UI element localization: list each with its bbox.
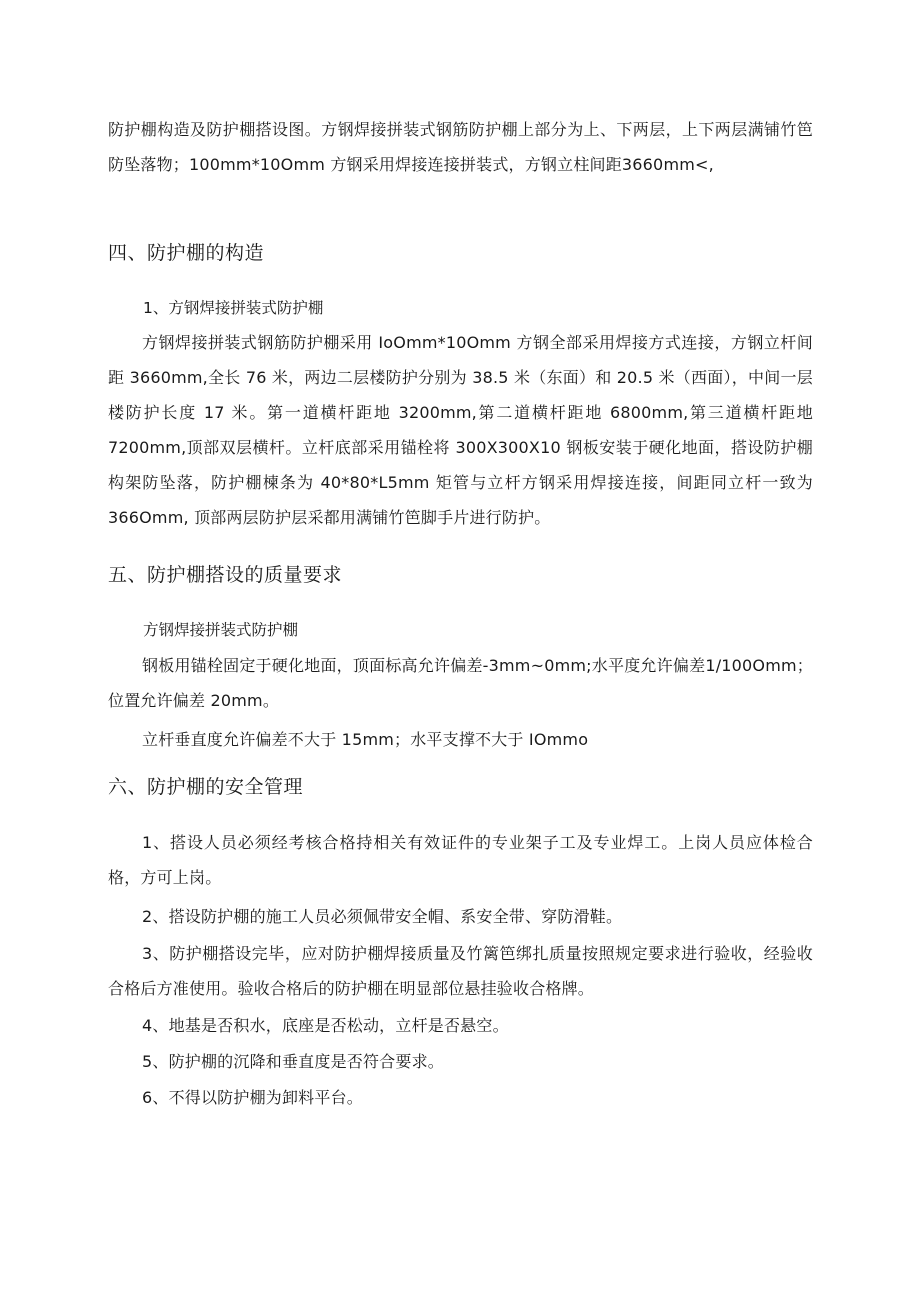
safety-item-6: 6、不得以防护棚为卸料平台。: [142, 1088, 363, 1107]
safety-item-5: 5、防护棚的沉降和垂直度是否符合要求。: [142, 1052, 444, 1071]
section-4-heading: 四、防护棚的构造: [108, 242, 265, 264]
section-4-subheading: 1、方钢焊接拼装式防护棚: [143, 299, 324, 317]
safety-item-4: 4、地基是否积水，底座是否松动，立杆是否悬空。: [142, 1016, 509, 1035]
section-5-heading: 五、防护棚搭设的质量要求: [108, 564, 343, 586]
section-5-paragraph-2: 立杆垂直度允许偏差不大于 15mm；水平支撑不大于 IOmmo: [142, 730, 589, 749]
section-5-subheading: 方钢焊接拼装式防护棚: [143, 621, 299, 639]
section-4-paragraph: 方钢焊接拼装式钢筋防护棚采用 IoOmm*10Omm 方钢全部采用焊接方式连接，方钢立杆间距 3660mm,全长 76 米，两边二层楼防护分别为 38.5 米（东面）和 20.5 米（西面），中间一层楼防护长度 17 米。第一道横杆距地 3200mm,第二道横杆距地 6800mm,第三道横杆距地 7200mm,顶部双层横杆。立杆底部采用锚栓将 300X300X10 钢板安装于硬化地面，搭设防护棚构架防坠落，防护棚楝条为 40*80*L5mm 矩管与立杆方钢采用焊接连接，间距同立杆一致为 366Omm, 顶部两层防护层采都用满铺竹笆脚手片进行防护。: [108, 333, 813, 527]
safety-item-2: 2、搭设防护棚的施工人员必须佩带安全帽、系安全带、穿防滑鞋。: [142, 907, 623, 926]
intro-paragraph: 防护棚构造及防护棚搭设图。方钢焊接拼装式钢筋防护棚上部分为上、下两层，上下两层满铺竹笆防坠落物；100mm*10Omm 方钢采用焊接连接拼装式，方钢立柱间距3660mm<,: [108, 120, 813, 174]
section-5-paragraph-1: 钢板用锚栓固定于硬化地面，顶面标高允许偏差-3mm~0mm;水平度允许偏差1/100Omm；位置允许偏差 20mm。: [108, 656, 813, 710]
safety-item-3: 3、防护棚搭设完毕，应对防护棚焊接质量及竹篱笆绑扎质量按照规定要求进行验收，经验收合格后方准使用。验收合格后的防护棚在明显部位悬挂验收合格牌。: [108, 944, 813, 998]
safety-item-1: 1、搭设人员必须经考核合格持相关有效证件的专业架子工及专业焊工。上岗人员应体检合格，方可上岗。: [108, 833, 813, 887]
section-6-heading: 六、防护棚的安全管理: [108, 776, 304, 798]
